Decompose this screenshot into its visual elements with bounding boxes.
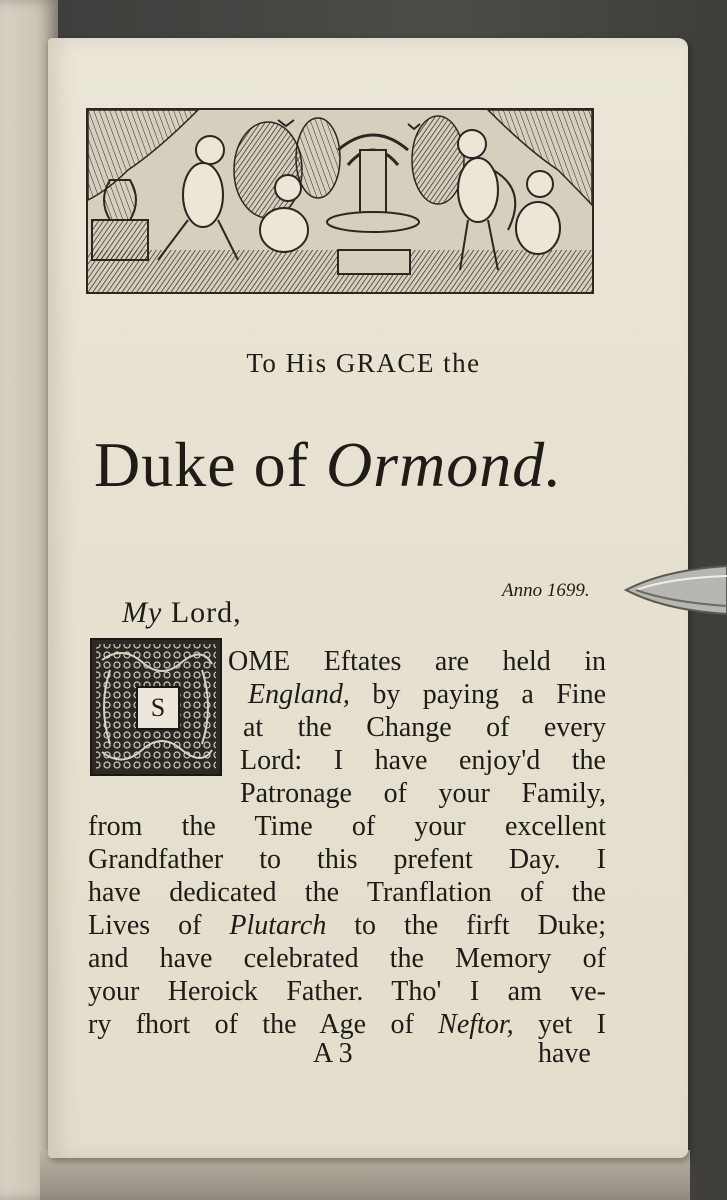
body-text-line <box>243 712 606 744</box>
drop-cap-letter: S <box>136 686 180 730</box>
text-run: Lives of <box>88 910 230 941</box>
text-run: at the Change of every <box>243 712 606 743</box>
text-run: ry fhort of the Age of <box>88 1009 439 1040</box>
catchword: have <box>538 1038 591 1069</box>
metal-page-pointer <box>624 560 727 620</box>
italic-text-run: England, <box>248 679 350 710</box>
dedication-heading: To His GRACE the <box>246 348 481 378</box>
text-run: to the firft Duke; <box>326 910 606 941</box>
text-run: Patronage of your Family, <box>240 778 606 809</box>
text-run: yet I <box>513 1009 606 1040</box>
body-text-line <box>240 745 606 777</box>
body-text-line <box>248 679 606 711</box>
body-text-line <box>228 646 606 678</box>
body-text-line <box>88 877 606 909</box>
body-text-line <box>88 811 606 843</box>
body-text-line <box>88 910 606 942</box>
body-text-line <box>240 778 606 810</box>
body-text-line <box>88 976 606 1008</box>
text-run: by paying a Fine <box>349 679 606 710</box>
text-run: Grandfather to this prefent Day. I <box>88 844 606 875</box>
woodcut-headpiece-ornament <box>86 108 594 294</box>
salutation-my: My <box>122 596 163 629</box>
body-text-line <box>88 1009 606 1041</box>
text-run: your Heroick Father. Tho' I am ve- <box>88 976 606 1007</box>
text-run: have dedicated the Tranflation of the <box>88 877 606 908</box>
decorated-initial-ornament <box>90 638 222 776</box>
salutation <box>122 596 242 630</box>
title-ormond: Ormond. <box>325 429 563 500</box>
dedication-title <box>94 428 562 502</box>
body-text-line <box>88 943 606 975</box>
italic-text-run: Neftor, <box>438 1009 514 1040</box>
salutation-lord: Lord, <box>170 596 242 629</box>
title-duke-of: Duke of <box>94 429 309 500</box>
signature-mark: A 3 <box>313 1038 353 1069</box>
anno-date: Anno 1699. <box>502 580 590 601</box>
body-text-line <box>88 844 606 876</box>
italic-text-run: Plutarch <box>229 910 327 941</box>
text-run: and have celebrated the Memory of <box>88 943 606 974</box>
text-run: from the Time of your excellent <box>88 811 606 842</box>
text-run: Lord: I have enjoy'd the <box>240 745 606 776</box>
text-run: OME Eftates are held in <box>228 646 606 677</box>
